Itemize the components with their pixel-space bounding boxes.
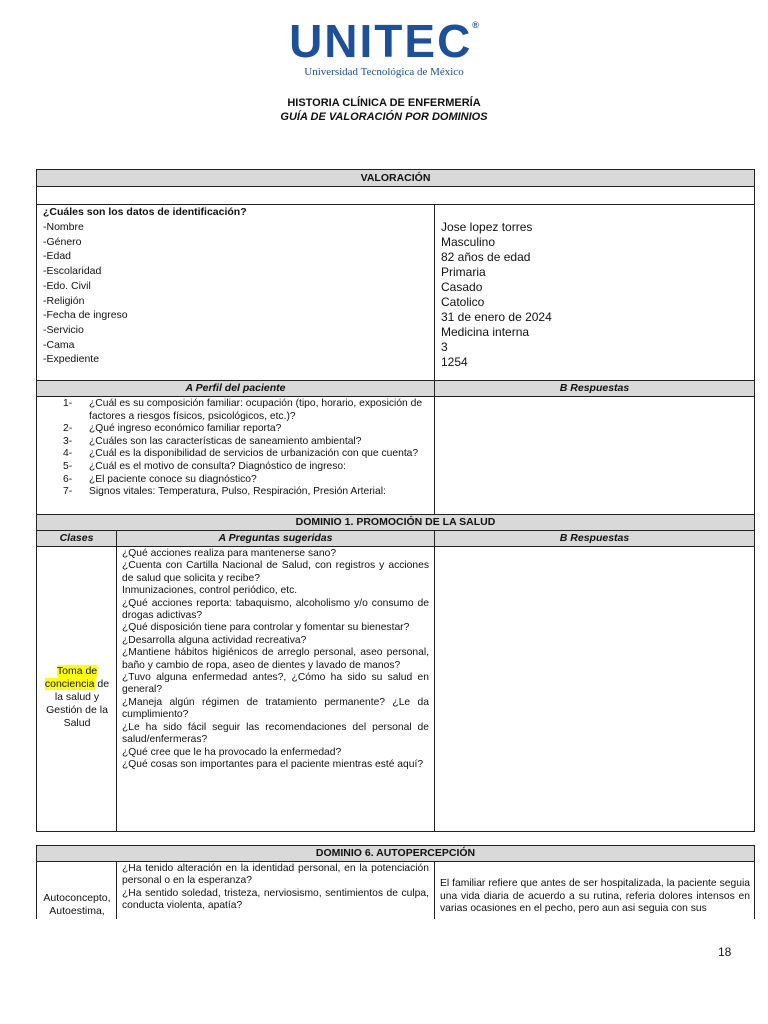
- perfil-responses-cell: [434, 396, 755, 515]
- field-label: -Edad: [43, 250, 72, 263]
- dominio6-header: DOMINIO 6. AUTOPERCEPCIÓN: [36, 845, 755, 862]
- item-text: ¿Cuáles son las características de saneamiento ambiental?: [89, 435, 362, 447]
- ident-values-cell: [434, 204, 755, 381]
- item-text: ¿Cuál es el motivo de consulta? Diagnóstico de ingreso:: [89, 460, 346, 472]
- ident-field-list: [43, 220, 433, 367]
- dominio6-responses-cell: [434, 861, 755, 919]
- dominio1-questions-cell: [116, 546, 435, 832]
- ident-questions-cell: [36, 204, 435, 381]
- dominio1-class-cell: [36, 546, 117, 832]
- item-number: 2-: [63, 423, 73, 435]
- class-text: de: [94, 678, 110, 690]
- class-highlight: conciencia: [44, 678, 95, 690]
- class-text: Autoconcepto,: [43, 892, 111, 904]
- perfil-item: [37, 398, 435, 411]
- response-text: El familiar refiere que antes de ser hospitalizada, la paciente seguia una vida diaria de acuerdo a su rutina, referia dolores intensos en varias ocasiones en el pecho, pero aun asi seguia con sus: [440, 878, 750, 915]
- field-value: 31 de enero de 2024: [441, 310, 552, 324]
- question-list: [122, 863, 429, 913]
- perfil-item: [37, 461, 435, 474]
- class-text: la salud y: [54, 691, 100, 703]
- dominio6-questions-cell: [116, 861, 435, 919]
- perfil-header-a: A Perfil del paciente: [36, 380, 435, 397]
- col-clases: Clases: [36, 530, 117, 547]
- question-item: ¿Cuenta con Cartilla Nacional de Salud, con registros y acciones de salud que solicita y recibe?: [122, 560, 429, 584]
- field-value: Casado: [441, 280, 483, 294]
- ident-question: ¿Cuáles son los datos de identificación?: [43, 206, 247, 218]
- logo-word: UNITEC: [289, 15, 473, 67]
- question-item: ¿Maneja algún régimen de tratamiento permanente? ¿Le da cumplimiento?: [122, 696, 429, 721]
- col-preguntas: A Preguntas sugeridas: [116, 530, 435, 547]
- field-label: -Expediente: [43, 353, 100, 366]
- dominio6-class-cell: [36, 861, 117, 919]
- item-number: 7-: [63, 486, 73, 498]
- field-value: Primaria: [441, 265, 486, 279]
- perfil-questions-cell: [36, 396, 435, 515]
- item-number: 1-: [63, 398, 73, 409]
- dominio1-responses-cell: [434, 546, 755, 832]
- class-text: Gestión de la: [46, 704, 108, 716]
- field-label: -Fecha de ingreso: [43, 309, 128, 322]
- perfil-item: [37, 474, 435, 487]
- question-item: ¿Qué acciones reporta: tabaquismo, alcoholismo y/o consumo de drogas adictivas?: [122, 597, 429, 622]
- perfil-header-b: B Respuestas: [434, 380, 755, 397]
- document-subtitle: GUÍA DE VALORACIÓN POR DOMINIOS: [280, 111, 488, 123]
- question-list: [122, 548, 429, 771]
- item-number: 3-: [63, 435, 73, 447]
- item-number: 6-: [63, 473, 73, 485]
- item-text: ¿El paciente conoce su diagnóstico?: [89, 473, 257, 485]
- field-label: -Nombre: [43, 221, 84, 233]
- question-item: ¿Qué cosas son importantes para el paciente mientras esté aquí?: [122, 758, 424, 770]
- valoracion-header: VALORACIÓN: [36, 169, 755, 187]
- question-item: ¿Tuvo alguna enfermedad antes?, ¿Cómo ha sido su salud en general?: [122, 672, 429, 696]
- class-text: Salud: [63, 717, 91, 729]
- field-label: -Género: [43, 235, 82, 248]
- document-title: HISTORIA CLÍNICA DE ENFERMERÍA: [287, 97, 481, 109]
- question-item: Inmunizaciones, control periódico, etc.: [122, 585, 298, 597]
- logo-tagline: Universidad Tecnológica de México: [304, 66, 464, 78]
- class-label: [39, 665, 115, 730]
- question-item: ¿Desarrolla alguna actividad recreativa?: [122, 634, 307, 646]
- dominio1-header: DOMINIO 1. PROMOCIÓN DE LA SALUD: [36, 514, 755, 531]
- class-label: [39, 892, 115, 918]
- perfil-item: [37, 411, 435, 424]
- field-value: Masculino: [441, 235, 496, 249]
- perfil-item: [37, 423, 435, 436]
- field-label: -Servicio: [43, 323, 84, 336]
- perfil-item: [37, 448, 435, 461]
- field-value: 1254: [441, 355, 468, 369]
- perfil-list: [37, 398, 435, 499]
- class-text: Autoestima,: [49, 905, 105, 917]
- page-number: 18: [718, 945, 732, 959]
- field-value: 82 años de edad: [441, 250, 531, 264]
- field-label: -Cama: [43, 338, 75, 351]
- field-label: -Escolaridad: [43, 265, 102, 278]
- question-item: ¿Le ha sido fácil seguir las recomendaciones del personal de salud/enfermeras?: [122, 721, 429, 746]
- question-item: ¿Mantiene hábitos higiénicos de arreglo personal, aseo personal, baño y cambio de ropa, aseo de dientes y lavado de manos?: [122, 647, 429, 671]
- perfil-item: [37, 436, 435, 449]
- field-value: Catolico: [441, 295, 485, 309]
- perfil-item: [37, 486, 435, 499]
- field-value: Medicina interna: [441, 325, 530, 339]
- unitec-logo: [0, 14, 768, 68]
- item-text: ¿Cuál es la disponibilidad de servicios de urbanización con que cuenta?: [89, 448, 419, 460]
- field-label: -Edo. Civil: [43, 279, 91, 292]
- item-number: 5-: [63, 460, 73, 472]
- item-text: Signos vitales: Temperatura, Pulso, Respiración, Presión Arterial:: [89, 486, 386, 498]
- field-value: Jose lopez torres: [441, 220, 533, 234]
- item-number: 4-: [63, 448, 73, 460]
- item-text: factores a riesgos físicos, psicológicos, etc.)?: [89, 410, 296, 422]
- valoracion-blank-row: [36, 186, 755, 205]
- question-item: ¿Ha tenido alteración en la identidad personal, en la potenciación personal o en la esperanza?: [122, 863, 429, 887]
- field-value: 3: [441, 340, 448, 354]
- field-label: -Religión: [43, 294, 85, 307]
- item-text: ¿Qué ingreso económico familiar reporta?: [89, 423, 282, 435]
- question-item: ¿Ha sentido soledad, tristeza, nerviosismo, sentimientos de culpa, conducta violenta, apatía?: [122, 887, 429, 912]
- question-item: ¿Qué acciones realiza para mantenerse sano?: [122, 548, 337, 559]
- class-highlight: Toma de: [56, 665, 98, 677]
- item-text: ¿Cuál es su composición familiar: ocupación (tipo, horario, exposición de: [89, 398, 423, 409]
- registered-mark: ®: [472, 20, 479, 30]
- question-item: ¿Qué cree que le ha provocado la enfermedad?: [122, 746, 342, 758]
- ident-value-list: [441, 220, 751, 370]
- col-respuestas: B Respuestas: [434, 530, 755, 547]
- question-item: ¿Qué disposición tiene para controlar y fomentar su bienestar?: [122, 622, 410, 634]
